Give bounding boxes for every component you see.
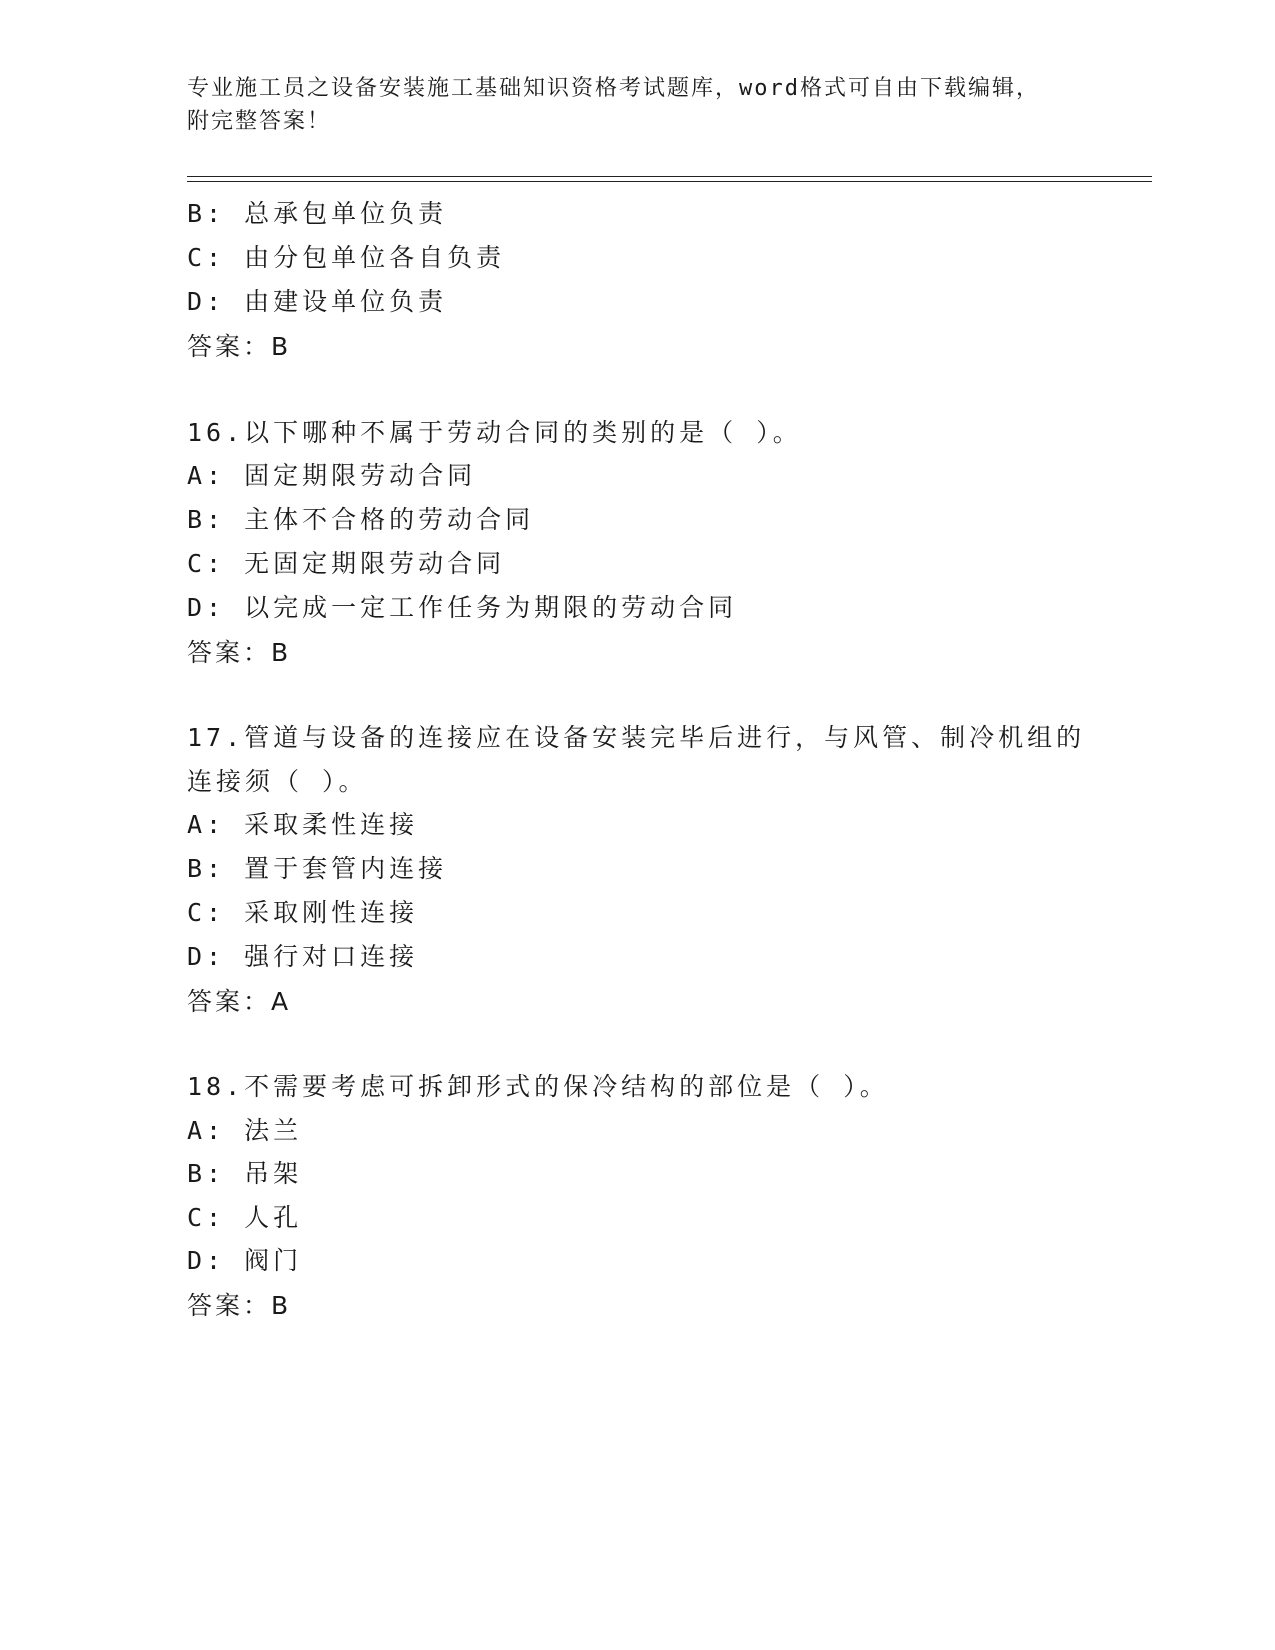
question-16-option-a: A: 固定期限劳动合同 xyxy=(187,461,477,490)
question-16-stem: 16.以下哪种不属于劳动合同的类别的是（ ）。 xyxy=(187,418,802,447)
question-17-stem-line-1: 17.管道与设备的连接应在设备安装完毕后进行，与风管、制冷机组的 xyxy=(187,723,1086,752)
question-17-answer: 答案：A xyxy=(187,987,292,1016)
question-17-stem-line-2: 连接须（ ）。 xyxy=(187,767,368,796)
question-16-option-d: D: 以完成一定工作任务为期限的劳动合同 xyxy=(187,593,738,622)
option-d: D: 由建设单位负责 xyxy=(187,287,448,316)
header-line-2: 附完整答案！ xyxy=(187,109,332,134)
question-16-option-b: B: 主体不合格的劳动合同 xyxy=(187,505,535,534)
question-18-option-d: D: 阀门 xyxy=(187,1246,303,1275)
question-17-option-c: C: 采取刚性连接 xyxy=(187,898,419,927)
question-16-option-c: C: 无固定期限劳动合同 xyxy=(187,549,506,578)
question-18-option-b: B: 吊架 xyxy=(187,1159,303,1188)
question-17-option-d: D: 强行对口连接 xyxy=(187,942,419,971)
header-divider-top xyxy=(187,176,1152,177)
question-17-option-a: A: 采取柔性连接 xyxy=(187,810,419,839)
option-b: B: 总承包单位负责 xyxy=(187,199,448,228)
header-line-1: 专业施工员之设备安装施工基础知识资格考试题库，word格式可自由下载编辑， xyxy=(187,76,1040,101)
document-header xyxy=(187,72,1087,138)
option-c: C: 由分包单位各自负责 xyxy=(187,243,506,272)
question-18-option-c: C: 人孔 xyxy=(187,1203,303,1232)
question-16-answer: 答案：B xyxy=(187,638,292,667)
question-18-option-a: A: 法兰 xyxy=(187,1116,303,1145)
header-divider-bottom xyxy=(187,181,1152,182)
question-18-answer: 答案：B xyxy=(187,1291,292,1320)
question-17-option-b: B: 置于套管内连接 xyxy=(187,854,448,883)
question-18-stem: 18.不需要考虑可拆卸形式的保冷结构的部位是（ ）。 xyxy=(187,1072,889,1101)
answer: 答案：B xyxy=(187,332,292,361)
